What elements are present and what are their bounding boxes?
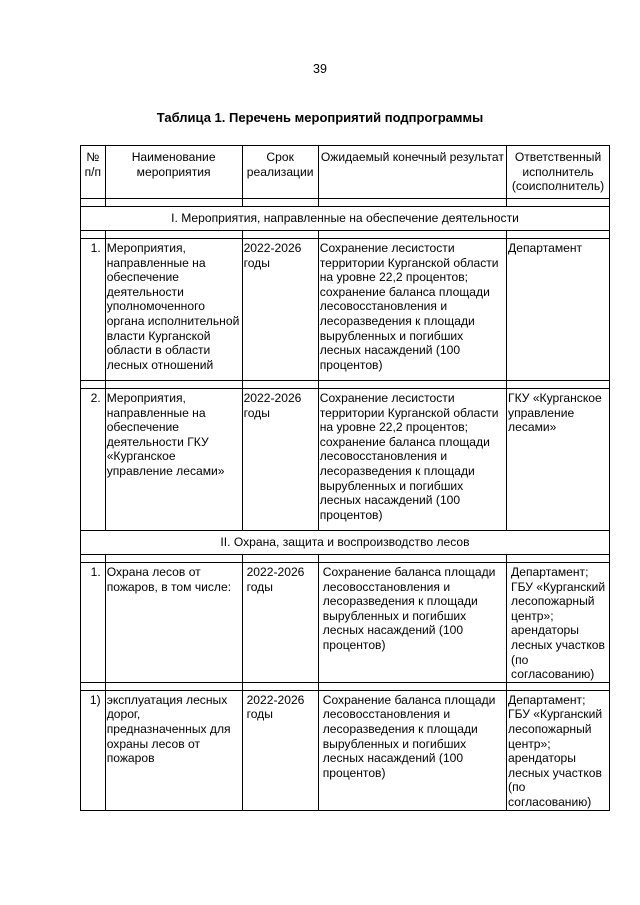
row-name: эксплуатация лесных дорог, предназначенных для охраны лесов от пожаров [105, 690, 242, 810]
header-num: № п/п [81, 146, 106, 199]
row-term: 2022-2026 годы [242, 563, 318, 683]
row-name: Охрана лесов от пожаров, в том числе: [105, 563, 242, 683]
page-number: 39 [313, 62, 327, 76]
table-row [81, 563, 610, 683]
table-row [81, 239, 610, 381]
header-term: Срок реализации [242, 146, 318, 199]
row-term: 2022-2026 годы [242, 389, 318, 531]
header-result: Ожидаемый конечный результат [318, 146, 506, 199]
table-title: Таблица 1. Перечень мероприятий подпрограммы [156, 110, 484, 125]
row-result: Сохранение лесистости территории Курганской области на уровне 22,2 процентов; сохранение баланса площади лесовосстановления и лесоразведения к площади вырубленных и погибших лесных насаждений (100 процентов) [318, 389, 506, 531]
table-row [81, 690, 610, 810]
row-term: 2022-2026 годы [242, 239, 318, 381]
row-name: Мероприятия, направленные на обеспечение деятельности уполномоченного органа исполнительной власти Курганской области в области лесных отношений [105, 239, 242, 381]
section-heading [81, 531, 610, 555]
row-executor: ГКУ «Курганское управление лесами» [507, 389, 610, 531]
table-header-row [81, 146, 610, 199]
row-executor: Департамент; ГБУ «Курганский лесопожарный центр»; арендаторы лесных участков (по согласованию) [507, 563, 610, 683]
row-num: 1) [81, 690, 106, 810]
header-executor: Ответственный исполнитель (соисполнитель) [507, 146, 610, 199]
row-result: Сохранение лесистости территории Курганской области на уровне 22,2 процентов; сохранение баланса площади лесовосстановления и лесоразведения к площади вырубленных и погибших лесных насаждений (100 процентов) [318, 239, 506, 381]
row-name: Мероприятия, направленные на обеспечение деятельности ГКУ «Курганское управление лесами» [105, 389, 242, 531]
row-executor: Департамент; ГБУ «Курганский лесопожарный центр»; арендаторы лесных участков (по согласованию) [507, 690, 610, 810]
row-result: Сохранение баланса площади лесовосстановления и лесоразведения к площади вырубленных и погибших лесных насаждений (100 процентов) [318, 690, 506, 810]
row-num: 1. [81, 239, 106, 381]
row-executor: Департамент [507, 239, 610, 381]
row-num: 2. [81, 389, 106, 531]
table-row [81, 389, 610, 531]
row-num: 1. [81, 563, 106, 683]
section-title: I. Мероприятия, направленные на обеспечение деятельности [81, 207, 610, 231]
section-title: II. Охрана, защита и воспроизводство лесов [81, 531, 610, 555]
header-name: Наименование мероприятия [105, 146, 242, 199]
row-term: 2022-2026 годы [242, 690, 318, 810]
section-heading [81, 207, 610, 231]
measures-table [80, 145, 610, 811]
row-result: Сохранение баланса площади лесовосстановления и лесоразведения к площади вырубленных и погибших лесных насаждений (100 процентов) [318, 563, 506, 683]
